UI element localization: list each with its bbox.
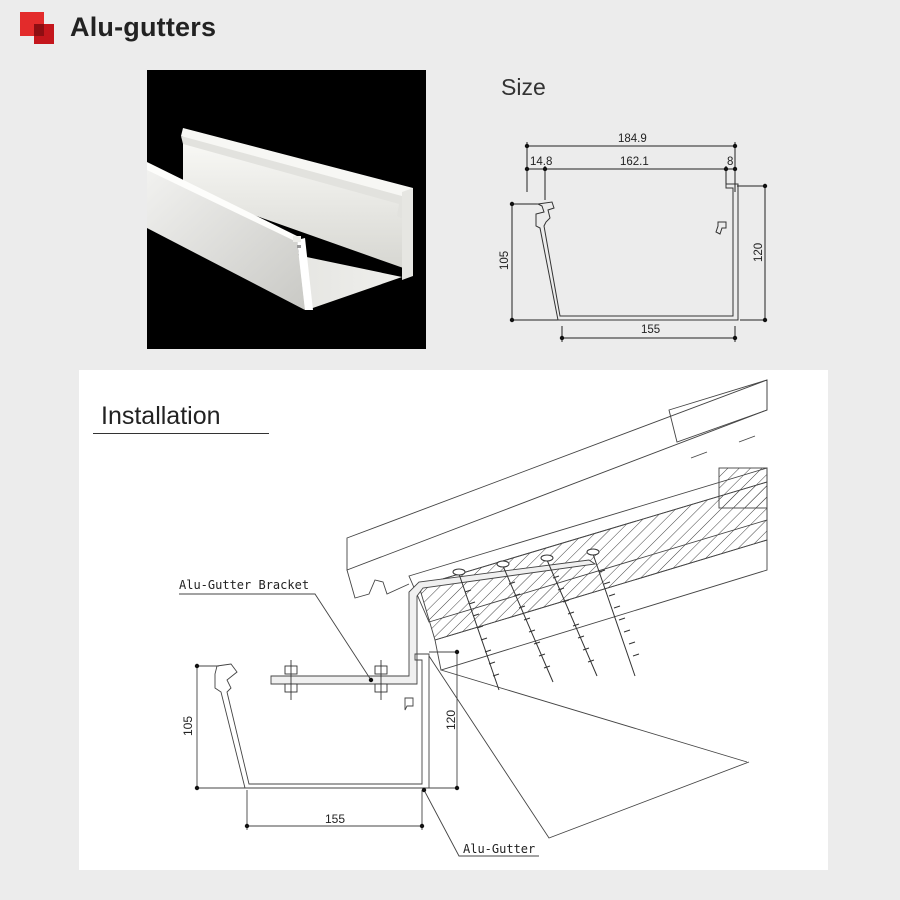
dim-back-height: 120	[753, 242, 765, 262]
size-section-title: Size	[501, 74, 546, 100]
bracket-label: Alu-Gutter Bracket	[179, 578, 310, 592]
size-diagram	[490, 130, 790, 350]
installation-diagram	[79, 370, 828, 870]
dim-left-lip: 14.8	[530, 156, 553, 168]
installation-panel	[79, 370, 828, 870]
gutter-label: Alu-Gutter	[463, 842, 536, 856]
page-title: Alu-gutters	[70, 12, 217, 42]
dim-inner-width: 162.1	[620, 156, 649, 168]
dim-front-height: 105	[499, 250, 511, 270]
dim-bottom-width: 155	[641, 324, 661, 336]
product-photo	[147, 70, 426, 349]
dim-right-lip: 8	[727, 156, 734, 168]
install-dim-bottom-width: 155	[325, 812, 346, 826]
install-dim-back-height: 120	[444, 709, 458, 730]
installation-title: Installation	[101, 402, 221, 430]
install-dim-front-height: 105	[181, 715, 195, 736]
brand-logo	[20, 12, 56, 46]
dim-total-width: 184.9	[618, 133, 647, 145]
